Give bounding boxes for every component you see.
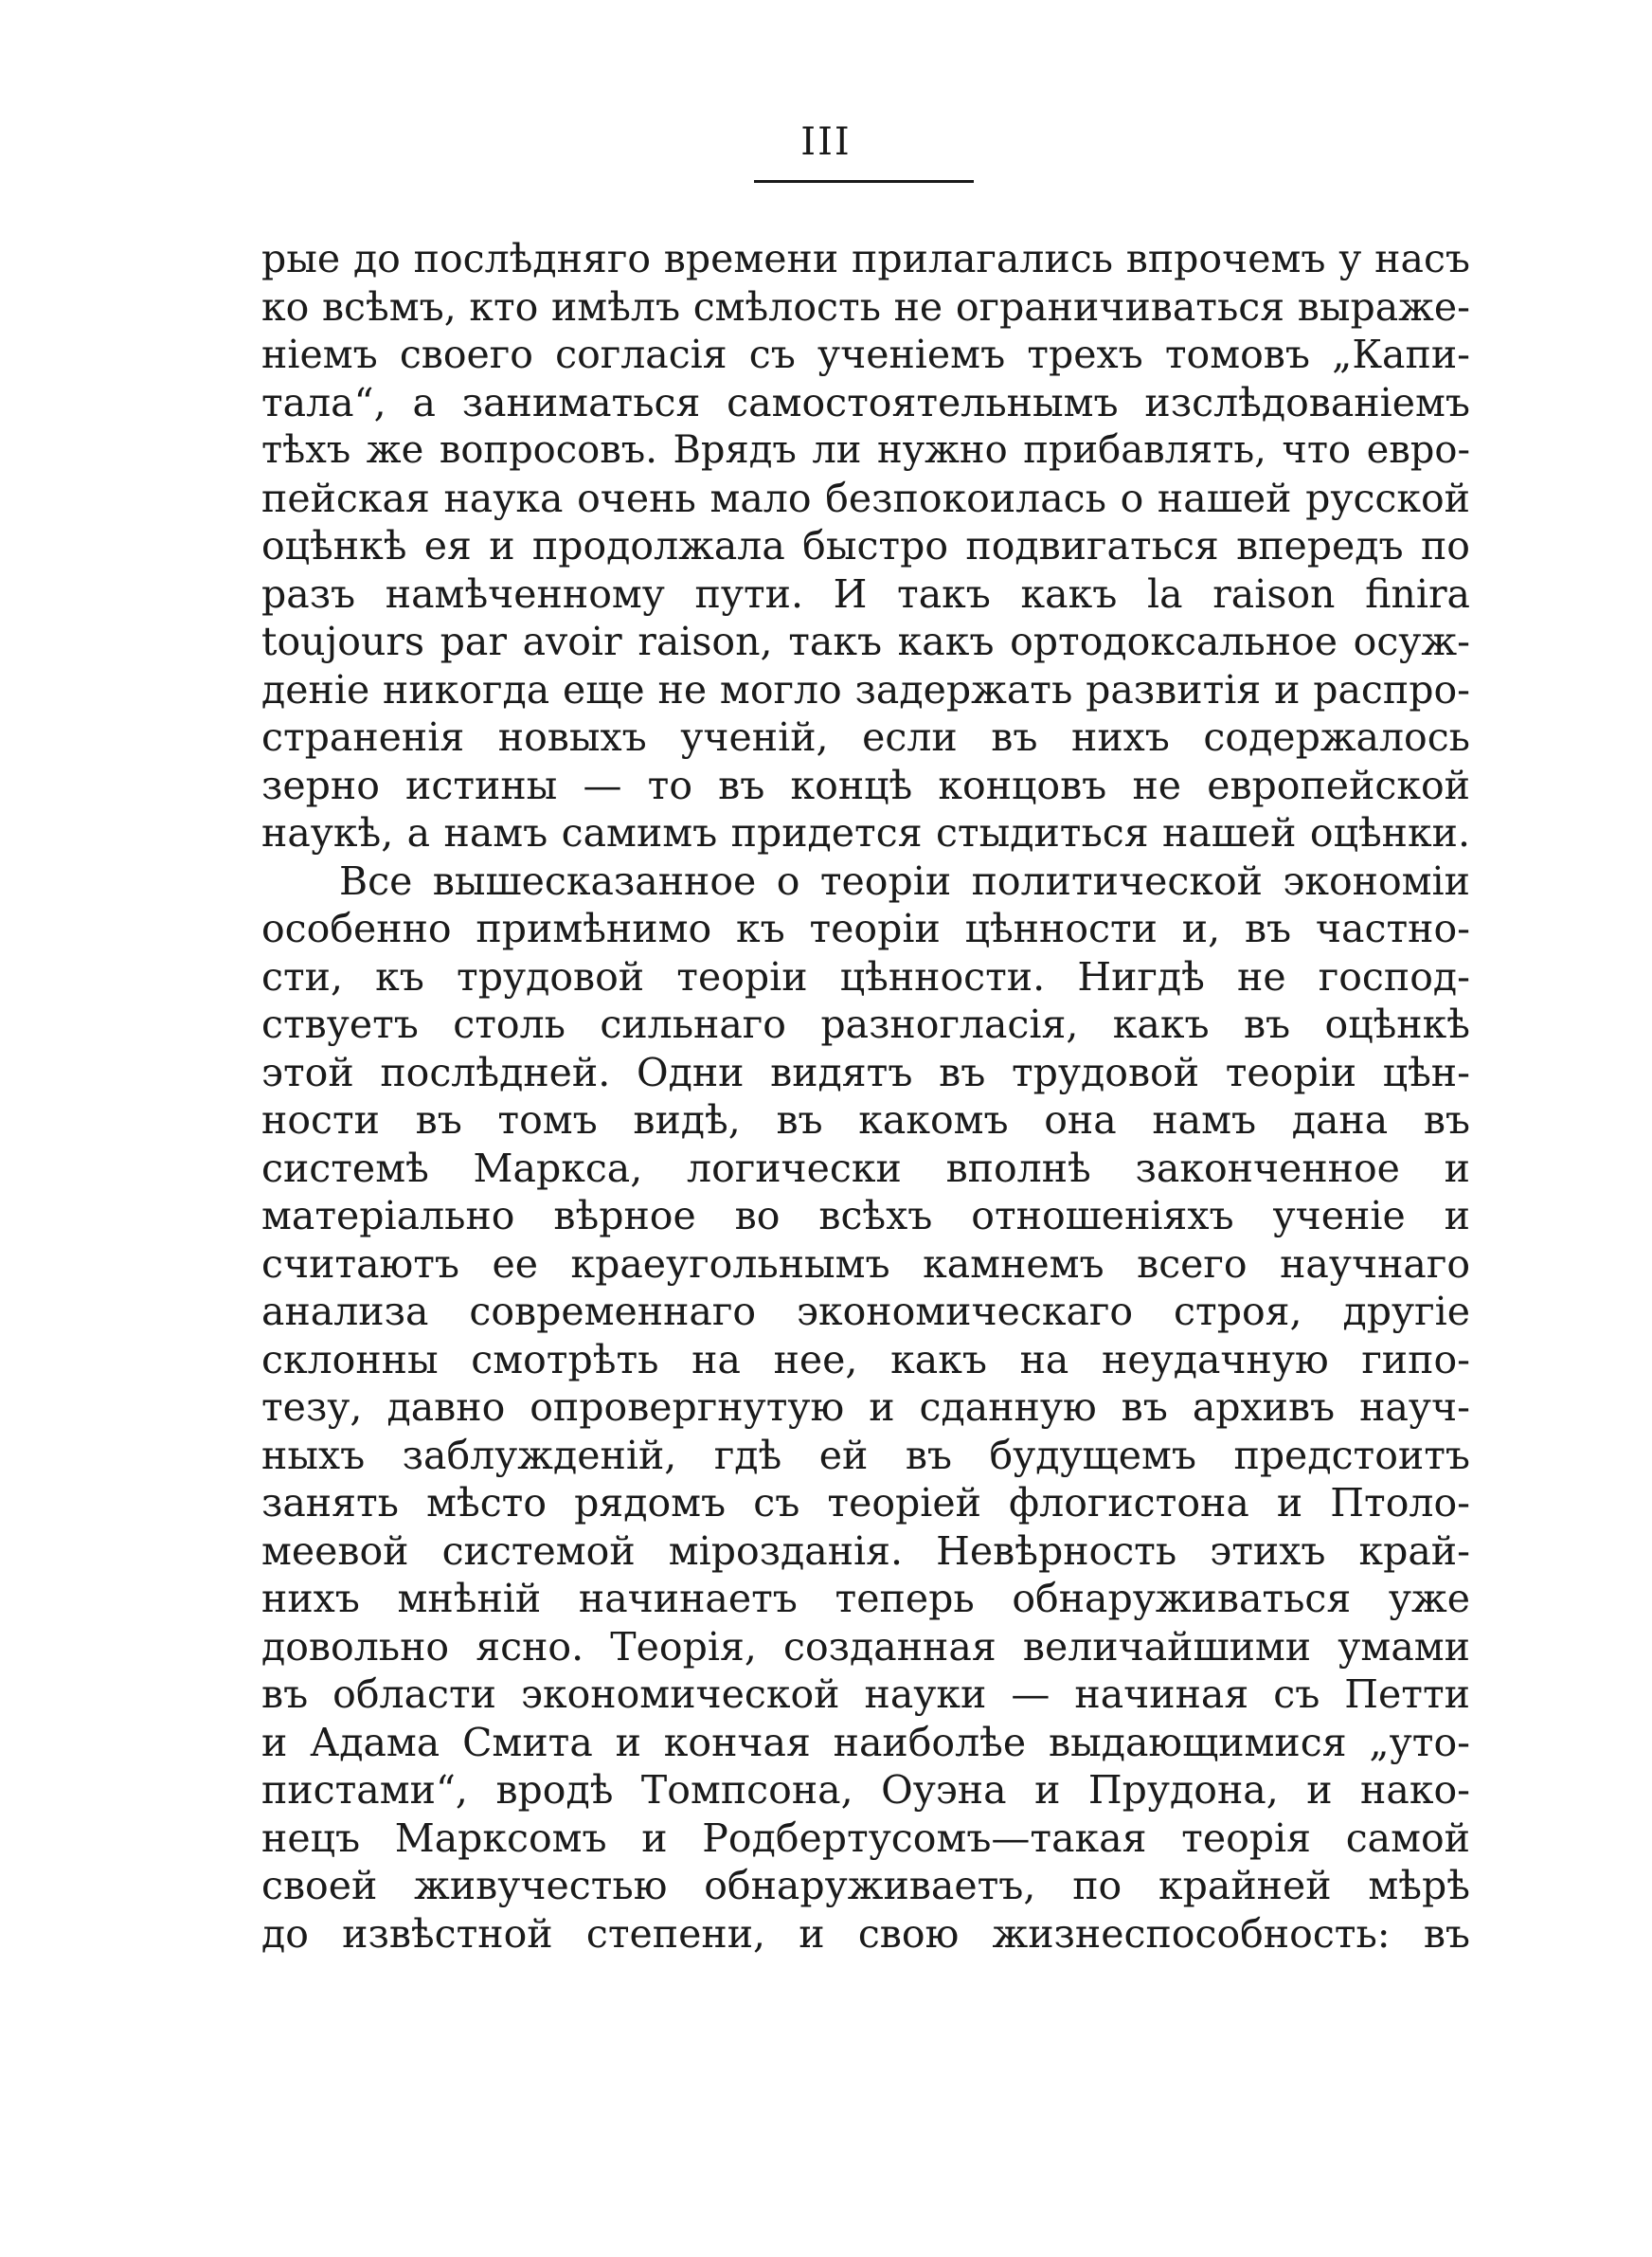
text-line: тала“, а заниматься самостоятельнымъ изслѣдованіемъ: [261, 379, 1470, 425]
text-line: Все вышесказанное о теоріи политической экономіи: [339, 858, 1470, 904]
header-rule: [754, 180, 974, 183]
text-line: въ области экономической науки — начиная съ Петти: [261, 1671, 1470, 1717]
text-line: ствуетъ столь сильнаго разногласія, какъ въ оцѣнкѣ: [261, 1002, 1470, 1047]
text-line: ніемъ своего согласія съ ученіемъ трехъ томовъ „Капи-: [261, 332, 1470, 377]
text-line: склонны смотрѣть на нее, какъ на неудачную гипо-: [261, 1336, 1470, 1382]
text-line: пейская наука очень мало безпокоилась о нашей русской: [261, 475, 1470, 521]
text-line: этой послѣдней. Одни видятъ въ трудовой теоріи цѣн-: [261, 1049, 1470, 1095]
text-line: сти, къ трудовой теоріи цѣнности. Нигдѣ не господ-: [261, 953, 1470, 1000]
text-line: довольно ясно. Теорія, созданная величайшими умами: [261, 1623, 1470, 1670]
page-number: III: [800, 120, 852, 164]
text-line: оцѣнкѣ ея и продолжала быстро подвигаться впередъ по: [261, 523, 1470, 569]
text-line: страненія новыхъ ученій, если въ нихъ содержалось: [261, 714, 1470, 760]
text-line: ности въ томъ видѣ, въ какомъ она намъ дана въ: [261, 1097, 1470, 1143]
text-line: наукѣ, а намъ самимъ придется стыдиться нашей оцѣнки.: [261, 810, 1470, 856]
text-line: тезу, давно опровергнутую и сданную въ архивъ науч-: [261, 1384, 1470, 1430]
text-line: нецъ Марксомъ и Родбертусомъ—такая теорія самой: [261, 1815, 1470, 1861]
text-line: матеріально вѣрное во всѣхъ отношеніяхъ ученіе и: [261, 1193, 1470, 1238]
text-line: пистами“, вродѣ Томпсона, Оуэна и Прудона, и нако-: [261, 1767, 1470, 1813]
text-line: toujours par avoir raison, такъ какъ ортодоксальное осуж-: [261, 619, 1470, 664]
text-line: системѣ Маркса, логически вполнѣ законченное и: [261, 1145, 1470, 1191]
text-line: тѣхъ же вопросовъ. Врядъ ли нужно прибавлять, что евро-: [261, 428, 1470, 472]
text-line: ко всѣмъ, кто имѣлъ смѣлость не ограничиваться выраже-: [261, 283, 1470, 330]
text-line: своей живучестью обнаруживаетъ, по крайней мѣрѣ: [261, 1863, 1470, 1908]
body-text: [261, 235, 1470, 1958]
text-line: меевой системой мірозданія. Невѣрность этихъ край-: [261, 1527, 1470, 1574]
text-line: анализа современнаго экономическаго строя, другіе: [261, 1289, 1470, 1334]
text-line: до извѣстной степени, и свою жизнеспособность: въ: [261, 1910, 1470, 1957]
text-line: зерно истины — то въ концѣ концовъ не европейской: [261, 762, 1470, 808]
text-line: нихъ мнѣній начинаетъ теперь обнаруживаться уже: [261, 1576, 1470, 1621]
text-line: ныхъ заблужденій, гдѣ ей въ будущемъ предстоитъ: [261, 1432, 1470, 1478]
text-line: разъ намѣченному пути. И такъ какъ la raison finira: [261, 570, 1470, 617]
text-line: и Адама Смита и кончая наиболѣе выдающимися „уто-: [261, 1719, 1470, 1765]
text-line: считаютъ ее краеугольнымъ камнемъ всего научнаго: [261, 1240, 1470, 1287]
text-line: деніе никогда еще не могло задержать развитія и распро-: [261, 666, 1470, 713]
text-line: особенно примѣнимо къ теоріи цѣнности и, въ частно-: [261, 906, 1470, 951]
text-line: рые до послѣдняго времени прилагались впрочемъ у насъ: [261, 236, 1470, 281]
text-line: занять мѣсто рядомъ съ теоріей флогистона и Птоло-: [261, 1480, 1470, 1526]
